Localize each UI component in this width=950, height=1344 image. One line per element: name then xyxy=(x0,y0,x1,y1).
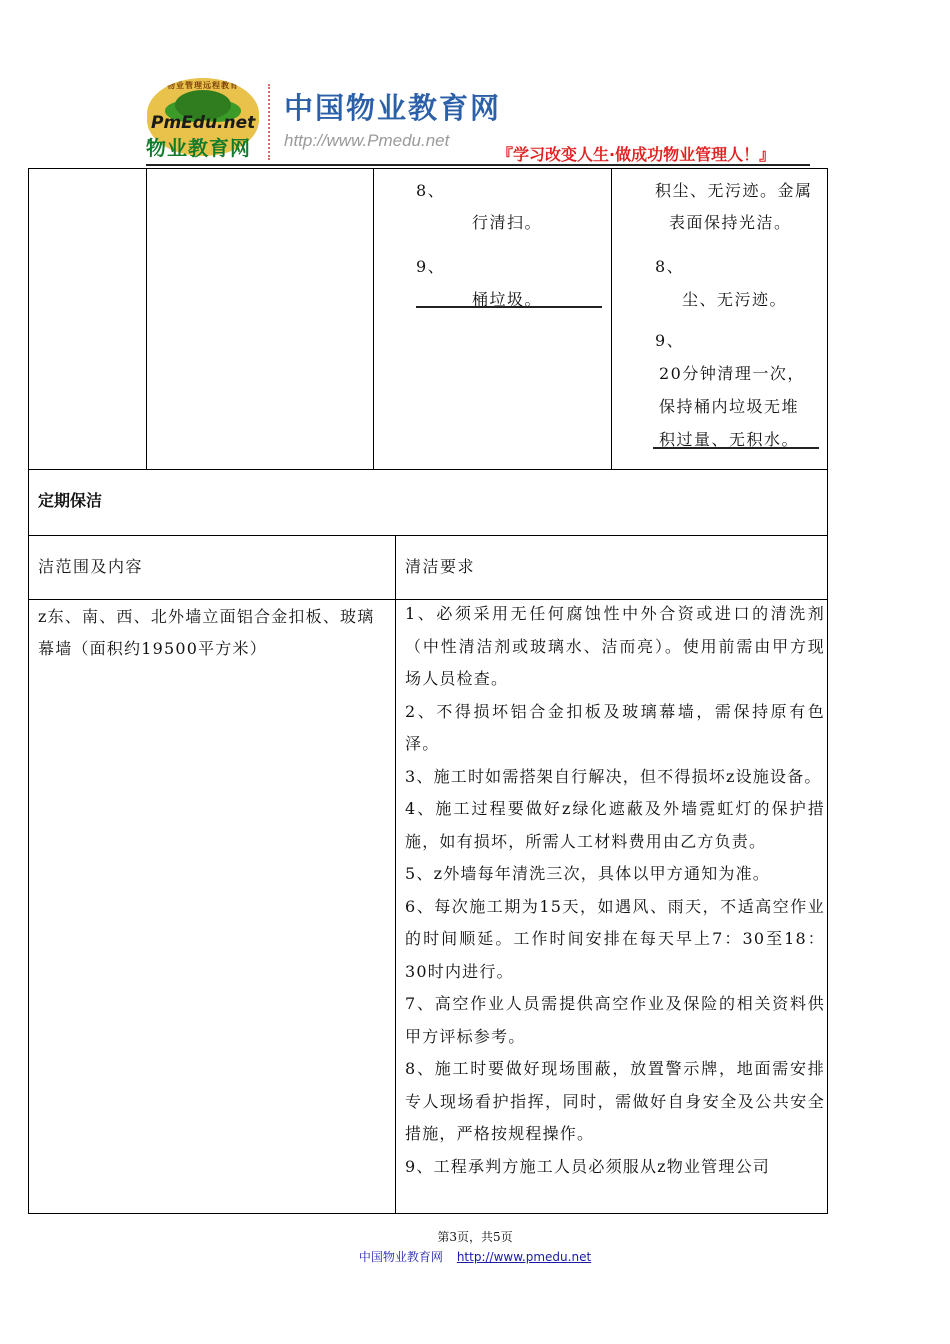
scope-text-line: 幕墙（面积约19500平方米） xyxy=(38,639,267,658)
underline xyxy=(653,447,819,449)
cell-text: 行清扫。 xyxy=(472,213,543,232)
requirement-item: 4、施工过程要做好z绿化遮蔽及外墙霓虹灯的保护措施，如有损坏，所需人工材料费用由乙方负责。 xyxy=(405,799,825,851)
section-title: 定期保洁 xyxy=(38,491,103,510)
table-gridline xyxy=(395,535,396,1214)
table-gridline xyxy=(146,168,147,470)
requirement-item: 5、z外墙每年清洗三次，具体以甲方通知为准。 xyxy=(405,864,771,883)
cell-text: 桶垃圾。 xyxy=(472,290,543,309)
slogan: 『学习改变人生·做成功物业管理人！』 xyxy=(497,145,776,164)
table-gridline xyxy=(28,469,828,470)
column-header-requirements: 清洁要求 xyxy=(405,557,476,576)
requirement-item: 6、每次施工期为15天，如遇风、雨天，不适高空作业的时间顺延。工作时间安排在每天早上7：30至18：30时内进行。 xyxy=(405,896,825,981)
page-number: 第3页，共5页 xyxy=(437,1230,513,1244)
footer-links xyxy=(0,1248,950,1265)
decorative-divider xyxy=(268,84,278,160)
item-number: 8、 xyxy=(655,257,685,276)
cell-text: 表面保持光洁。 xyxy=(669,213,792,232)
table-gridline xyxy=(373,168,374,470)
item-number: 9、 xyxy=(655,331,685,350)
requirement-item: 8、施工时要做好现场围蔽，放置警示牌，地面需安排专人现场看护指挥，同时，需做好自身安全及公共安全措施，严格按规程操作。 xyxy=(405,1059,825,1143)
scope-text-line: z东、南、西、北外墙立面铝合金扣板、玻璃 xyxy=(38,607,375,626)
table-gridline xyxy=(28,535,828,536)
cell-text: 积尘、无污迹。金属 xyxy=(655,181,813,200)
requirement-item: 2、不得损坏铝合金扣板及玻璃幕墙，需保持原有色泽。 xyxy=(405,701,825,753)
footer-url-link[interactable]: http://www.pmedu.net xyxy=(456,1250,592,1264)
requirements-list xyxy=(405,598,825,1212)
item-number: 9、 xyxy=(416,257,446,276)
cell-text: 积过量、无积水。 xyxy=(659,430,800,449)
cell-text: 保持桶内垃圾无堆 xyxy=(659,397,800,416)
logo-cn-text: 物业教育网 xyxy=(146,136,251,160)
requirement-item: 1、必须采用无任何腐蚀性中外合资或进口的清洗剂（中性清洁剂或玻璃水、洁而亮）。使用前需由甲方现场人员检查。 xyxy=(405,604,825,688)
requirement-item: 9、工程承判方施工人员必须服从z物业管理公司 xyxy=(405,1156,771,1176)
item-number: 8、 xyxy=(416,181,446,200)
table-gridline xyxy=(611,168,612,470)
underline xyxy=(416,306,602,308)
requirement-item: 3、施工时如需搭架自行解决，但不得损坏z设施设备。 xyxy=(405,766,822,786)
requirement-item: 7、高空作业人员需提供高空作业及保险的相关资料供甲方评标参考。 xyxy=(405,994,825,1046)
site-title: 中国物业教育网 xyxy=(284,91,502,125)
logo-brand: PmEdu.net xyxy=(151,113,256,133)
header-divider xyxy=(146,164,810,166)
cell-text: 尘、无污迹。 xyxy=(682,290,788,309)
logo-arc-text: 物业管理远程教育 xyxy=(167,80,239,90)
footer-site-name-link[interactable]: 中国物业教育网 xyxy=(358,1250,443,1264)
site-url: http://www.Pmedu.net xyxy=(284,131,450,150)
column-header-scope: 洁范围及内容 xyxy=(38,557,144,576)
cell-text: 20分钟清理一次， xyxy=(659,364,805,383)
